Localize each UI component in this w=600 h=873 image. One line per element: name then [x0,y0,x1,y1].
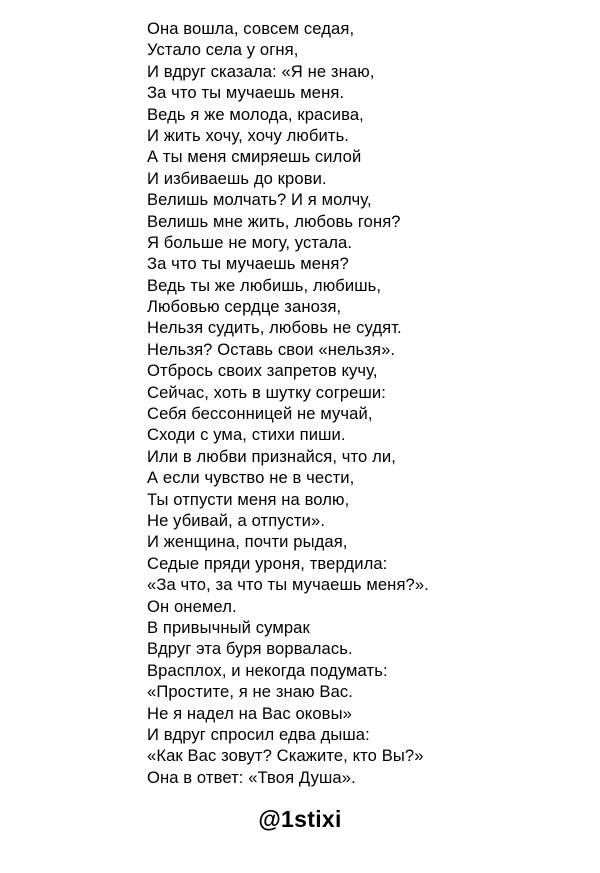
author-signature: @1stixi [258,806,342,832]
poem-line: Она в ответ: «Твоя Душа». [147,767,356,787]
poem-line: Ведь я же молода, красива, [147,104,364,124]
poem-line: И вдруг сказала: «Я не знаю, [147,61,375,81]
poem-line: Не я надел на Вас оковы» [147,703,352,723]
poem-line: И жить хочу, хочу любить. [147,125,350,145]
poem-line: Велишь мне жить, любовь гоня? [147,211,401,231]
poem-line: А если чувство не в чести, [147,468,355,488]
poem-line: Я больше не могу, устала. [147,232,353,252]
poem-line: И женщина, почти рыдая, [147,532,348,552]
poem-line: Любовью сердце занозя, [147,297,342,317]
poem-line: Или в любви признайся, что ли, [147,446,396,466]
poem-line: Вдруг эта буря ворвалась. [147,639,353,659]
poem-line: За что ты мучаешь меня? [147,254,349,274]
poem-line: «Как Вас зовут? Скажите, кто Вы?» [147,746,424,766]
poem-line: А ты меня смиряешь силой [147,147,362,167]
poem-line: Она вошла, совсем седая, [147,19,355,38]
poem-line: Отбрось своих запретов кучу, [147,361,378,381]
poem-line: «Простите, я не знаю Вас. [147,682,353,702]
poem-text [147,18,587,788]
poem-line: Велишь молчать? И я молчу, [147,190,372,210]
poem-line: Он онемел. [147,596,237,616]
poem-line: В привычный сумрак [147,617,310,637]
poem-line: Ты отпусти меня на волю, [147,489,350,509]
poem-line: Сходи с ума, стихи пиши. [147,425,346,445]
poem-line: Себя бессонницей не мучай, [147,404,373,424]
poem-line: Нельзя? Оставь свои «нельзя». [147,339,396,359]
poem-line: Сейчас, хоть в шутку согреши: [147,382,387,402]
poem-line: И избиваешь до крови. [147,168,327,188]
poem-line: Устало села у огня, [147,40,299,60]
poem-line: И вдруг спросил едва дыша: [147,724,370,744]
poem-line: Седые пряди уроня, твердила: [147,553,388,573]
poem-line: Нельзя судить, любовь не судят. [147,318,402,338]
poem-line: За что ты мучаешь меня. [147,83,345,103]
poem-line: Ведь ты же любишь, любишь, [147,275,382,295]
poem-line: Не убивай, а отпусти». [147,510,326,530]
poem-line: «За что, за что ты мучаешь меня?». [147,575,429,595]
poem-line: Врасплох, и некогда подумать: [147,660,388,680]
